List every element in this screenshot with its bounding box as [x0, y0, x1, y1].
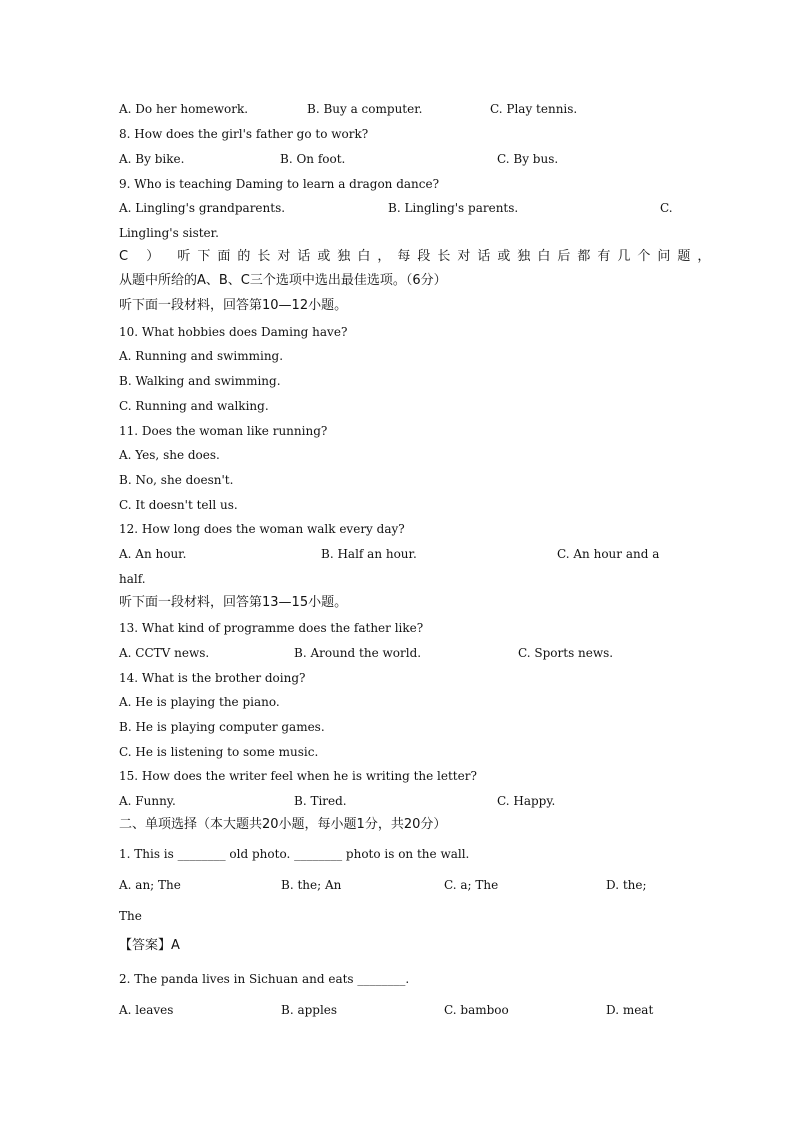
- q13-option-b: B. Around the world.: [294, 646, 422, 660]
- q10-question: 10. What hobbies does Daming have?: [119, 325, 348, 339]
- q14-option-b: B. He is playing computer games.: [119, 720, 325, 734]
- q14-question: 14. What is the brother doing?: [119, 671, 306, 685]
- q10-option-a: A. Running and swimming.: [119, 349, 284, 363]
- q8-option-c: C. By bus.: [497, 152, 559, 166]
- q7-option-b: B. Buy a computer.: [307, 102, 423, 116]
- q15-option-a: A. Funny.: [119, 794, 176, 808]
- q15-option-c: C. Happy.: [497, 794, 556, 808]
- q9-option-c: C.: [660, 201, 673, 215]
- q8-option-b: B. On foot.: [280, 152, 346, 166]
- q11-option-c: C. It doesn't tell us.: [119, 498, 238, 512]
- q13-question: 13. What kind of programme does the father like?: [119, 621, 424, 635]
- mc1-answer: 【答案】A: [119, 938, 180, 953]
- q12-question: 12. How long does the woman walk every day?: [119, 522, 405, 536]
- mc2-option-d: D. meat: [606, 1003, 654, 1017]
- q15-option-b: B. Tired.: [294, 794, 347, 808]
- mc1-option-b: B. the; An: [281, 878, 342, 892]
- q10-option-b: B. Walking and swimming.: [119, 374, 281, 388]
- q12-option-a: A. An hour.: [119, 547, 187, 561]
- part1-intro: 听下面一段材料，回答第10—12小题。: [119, 298, 348, 313]
- q12-option-b: B. Half an hour.: [321, 547, 417, 561]
- q9-option-c-continued: Lingling's sister.: [119, 226, 219, 240]
- q10-option-c: C. Running and walking.: [119, 399, 269, 413]
- mc1-option-d: D. the;: [606, 878, 647, 892]
- mc2-option-a: A. leaves: [119, 1003, 174, 1017]
- q7-option-a: A. Do her homework.: [119, 102, 249, 116]
- q15-question: 15. How does the writer feel when he is writing the letter?: [119, 769, 477, 783]
- mc2-option-c: C. bamboo: [444, 1003, 509, 1017]
- q9-option-b: B. Lingling's parents.: [388, 201, 519, 215]
- section2-title: 二、单项选择（本大题共20小题，每小题1分，共20分）: [119, 817, 447, 832]
- q11-option-b: B. No, she doesn't.: [119, 473, 234, 487]
- q11-option-a: A. Yes, she does.: [119, 448, 220, 462]
- q13-option-c: C. Sports news.: [518, 646, 614, 660]
- q12-option-c: C. An hour and a: [557, 547, 660, 561]
- section-c-instruction-line1: C ） 听下面的长对话或独白，每段长对话或独白后都有几个问题，: [119, 249, 718, 264]
- q9-question: 9. Who is teaching Daming to learn a dragon dance?: [119, 177, 440, 191]
- q8-question: 8. How does the girl's father go to work?: [119, 127, 369, 141]
- mc1-question: 1. This is ________ old photo. ________ photo is on the wall.: [119, 847, 470, 861]
- section-c-instruction-line2: 从题中所给的A、B、C三个选项中选出最佳选项。（6分）: [119, 273, 447, 288]
- q13-option-a: A. CCTV news.: [119, 646, 210, 660]
- q9-option-a: A. Lingling's grandparents.: [119, 201, 286, 215]
- mc1-option-d-continued: The: [119, 909, 142, 923]
- mc2-question: 2. The panda lives in Sichuan and eats ________.: [119, 972, 410, 986]
- q8-option-a: A. By bike.: [119, 152, 185, 166]
- part2-intro: 听下面一段材料，回答第13—15小题。: [119, 595, 348, 610]
- mc1-option-c: C. a; The: [444, 878, 499, 892]
- mc2-option-b: B. apples: [281, 1003, 338, 1017]
- q11-question: 11. Does the woman like running?: [119, 424, 328, 438]
- q7-option-c: C. Play tennis.: [490, 102, 578, 116]
- q12-option-c-continued: half.: [119, 572, 146, 586]
- mc1-option-a: A. an; The: [119, 878, 181, 892]
- q14-option-c: C. He is listening to some music.: [119, 745, 319, 759]
- q14-option-a: A. He is playing the piano.: [119, 695, 280, 709]
